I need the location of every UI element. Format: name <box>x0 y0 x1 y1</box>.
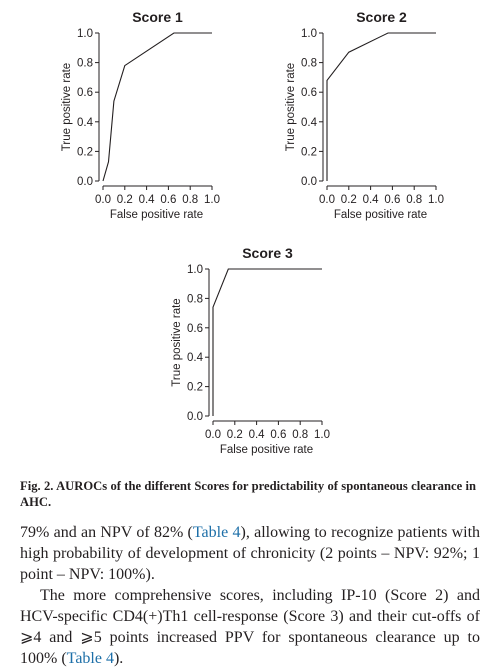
x-axis-label: False positive rate <box>109 209 204 221</box>
x-tick-label: 1.0 <box>314 429 330 441</box>
caption-label: Fig. 2. <box>20 479 54 493</box>
y-tick-label: 1.0 <box>77 28 93 40</box>
table-4-link[interactable]: Table 4 <box>66 650 114 667</box>
y-tick-label: 0.6 <box>301 87 317 100</box>
x-tick-label: 0.0 <box>95 194 111 206</box>
y-tick-label: 0.0 <box>187 411 203 423</box>
body-p1-part-b: ), allowing to recognize patients with high probability of development of chronicity (2 points – NPV: 92%; 1 point – NPV: 100%). <box>20 524 481 583</box>
x-axis-label: False positive rate <box>219 444 314 456</box>
body-text <box>20 522 480 669</box>
body-p2-part-a: The more comprehensive scores, including IP-10 (Score 2) and HCV-specific CD4(+)Th1 cell-response (Score 3) and their cut-offs of ⩾4 and ⩾5 points increased PPV for spontaneous clearance up to 100% ( <box>20 587 480 667</box>
x-tick-label: 0.4 <box>138 194 155 206</box>
y-tick-label: 1.0 <box>301 28 317 40</box>
x-tick-label: 0.8 <box>182 194 199 206</box>
body-p1-part-a: 79% and an NPV of 82% ( <box>20 524 193 541</box>
chart-title: Score 1 <box>132 9 183 25</box>
y-tick-label: 0.2 <box>187 381 203 394</box>
x-tick-label: 0.8 <box>292 429 309 441</box>
x-tick-label: 0.6 <box>384 194 401 206</box>
body-paragraph-2 <box>20 585 480 669</box>
chart-title: Score 2 <box>356 9 407 25</box>
x-tick-label: 0.8 <box>406 194 423 206</box>
table-4-link[interactable]: Table 4 <box>192 524 241 541</box>
roc-curve <box>103 33 212 181</box>
x-tick-label: 0.4 <box>362 194 379 206</box>
roc-curve <box>327 33 436 181</box>
y-tick-label: 0.6 <box>187 322 203 335</box>
y-tick-label: 0.8 <box>187 293 203 306</box>
roc-panel-2 <box>285 9 444 221</box>
caption-text: AUROCs of the different Scores for predictability of spontaneous clearance in AHC. <box>20 479 476 509</box>
x-tick-label: 0.0 <box>319 194 335 206</box>
y-tick-label: 0.4 <box>187 352 203 365</box>
x-tick-label: 0.6 <box>270 429 287 441</box>
y-tick-label: 0.2 <box>301 146 317 159</box>
chart-title: Score 3 <box>242 245 293 261</box>
body-p2-part-b: ). <box>113 650 124 667</box>
x-tick-label: 0.2 <box>116 194 133 206</box>
y-tick-label: 0.6 <box>77 87 93 100</box>
roc-curve <box>213 269 322 416</box>
y-tick-label: 0.0 <box>301 176 317 188</box>
roc-panel-3 <box>171 245 330 456</box>
figure-caption <box>20 478 476 510</box>
x-tick-label: 1.0 <box>204 194 220 206</box>
x-tick-label: 0.6 <box>160 194 177 206</box>
y-tick-label: 0.2 <box>77 146 93 159</box>
x-tick-label: 0.2 <box>226 429 243 441</box>
y-tick-label: 0.4 <box>77 116 93 129</box>
y-axis-label: True positive rate <box>61 62 73 152</box>
x-tick-label: 0.4 <box>248 429 265 441</box>
y-axis-label: True positive rate <box>285 62 297 152</box>
y-tick-label: 0.0 <box>77 176 93 188</box>
roc-panel-1 <box>61 9 220 221</box>
x-tick-label: 1.0 <box>428 194 444 206</box>
y-axis-label: True positive rate <box>171 298 183 387</box>
x-tick-label: 0.0 <box>205 429 221 441</box>
x-axis-label: False positive rate <box>333 209 428 221</box>
x-tick-label: 0.2 <box>340 194 357 206</box>
y-tick-label: 0.8 <box>301 57 317 70</box>
y-tick-label: 1.0 <box>187 264 203 276</box>
body-paragraph-1 <box>20 522 480 585</box>
y-tick-label: 0.8 <box>77 57 93 70</box>
y-tick-label: 0.4 <box>301 116 317 129</box>
